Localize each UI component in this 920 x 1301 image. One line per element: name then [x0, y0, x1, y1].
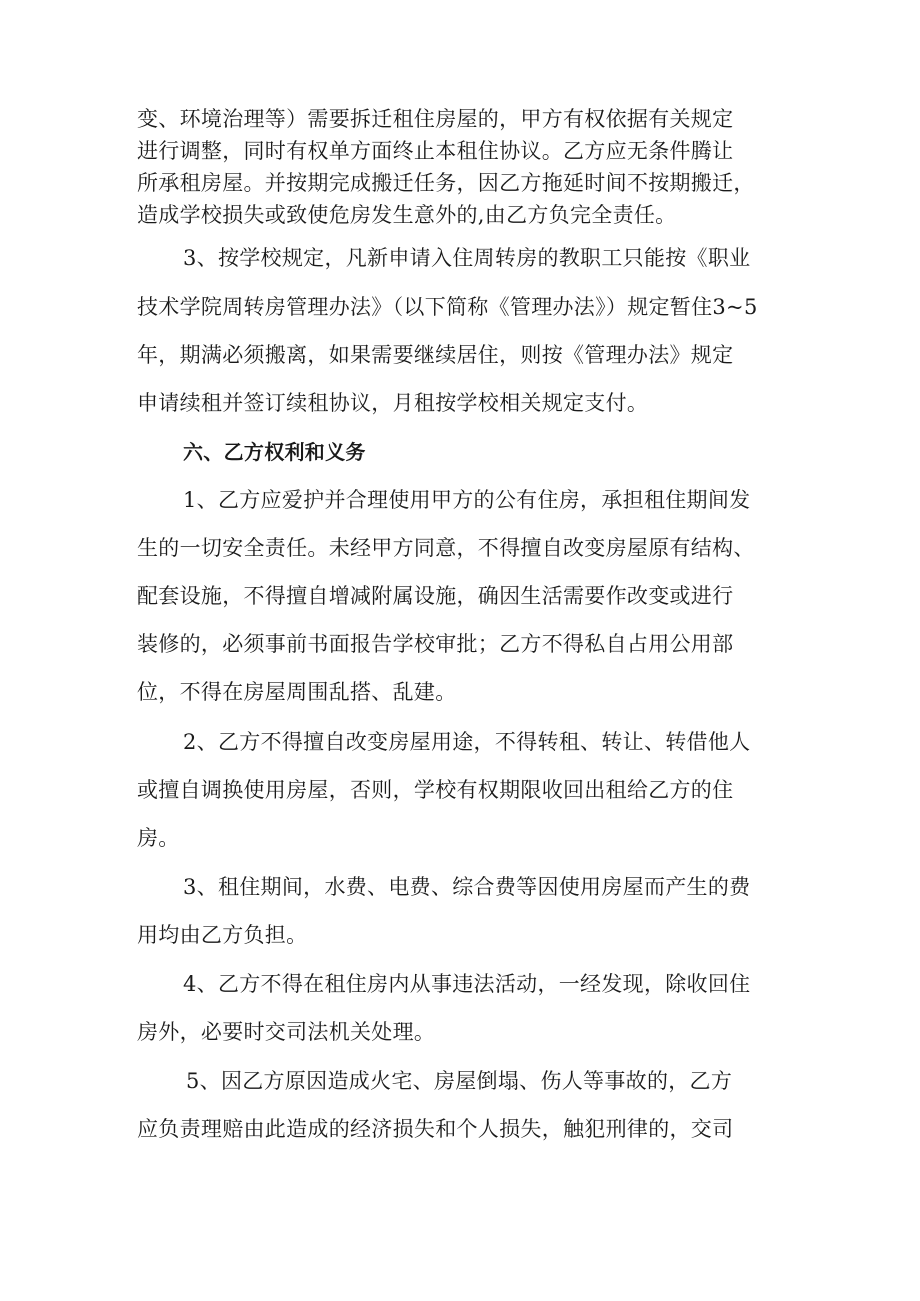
text-line: 申请续租并签订续租协议，月租按学校相关规定支付。	[137, 391, 649, 415]
text-line: 技术学院周转房管理办法》（以下简称《管理办法》）规定暂住3~5	[137, 295, 758, 319]
text-line: 年，期满必须搬离，如果需要继续居住，则按《管理办法》规定	[137, 343, 734, 367]
text-line: 装修的，必须事前书面报告学校审批；乙方不得私自占用公用部	[137, 632, 734, 656]
text-line: 所承租房屋。并按期完成搬迁任务，因乙方拖延时间不按期搬迁，	[137, 171, 755, 195]
text-line: 或擅自调换使用房屋，否则，学校有权期限收回出租给乙方的住	[137, 778, 734, 802]
text-line: 房。	[137, 826, 180, 850]
text-line: 3、租住期间，水费、电费、综合费等因使用房屋而产生的费	[183, 875, 751, 899]
text-line: 用均由乙方负担。	[137, 923, 308, 947]
text-line: 进行调整，同时有权单方面终止本租住协议。乙方应无条件腾让	[137, 139, 734, 163]
text-line: 4、乙方不得在租住房内从事违法活动，一经发现，除收回住	[183, 972, 751, 996]
text-line: 应负责理赔由此造成的经济损失和个人损失，触犯刑律的，交司	[137, 1117, 734, 1141]
text-line: 1、乙方应爱护并合理使用甲方的公有住房，承担租住期间发	[183, 488, 751, 512]
text-line: 5、因乙方原因造成火宅、房屋倒塌、伤人等事故的，乙方	[186, 1069, 733, 1093]
text-line: 2、乙方不得擅自改变房屋用途，不得转租、转让、转借他人	[183, 730, 751, 754]
text-line: 位，不得在房屋周围乱搭、乱建。	[137, 680, 457, 704]
text-line: 变、环境治理等）需要拆迁租住房屋的，甲方有权依据有关规定	[137, 107, 734, 131]
section-heading: 六、乙方权利和义务	[183, 440, 366, 464]
text-line: 配套设施，不得擅自增减附属设施，确因生活需要作改变或进行	[137, 584, 734, 608]
text-line: 生的一切安全责任。未经甲方同意，不得擅自改变房屋原有结构、	[137, 536, 755, 560]
text-line: 3、按学校规定，凡新申请入住周转房的教职工只能按《职业	[183, 246, 751, 270]
text-line: 造成学校损失或致使危房发生意外的,由乙方负完全责任。	[137, 203, 677, 227]
text-line: 房外，必要时交司法机关处理。	[137, 1020, 436, 1044]
